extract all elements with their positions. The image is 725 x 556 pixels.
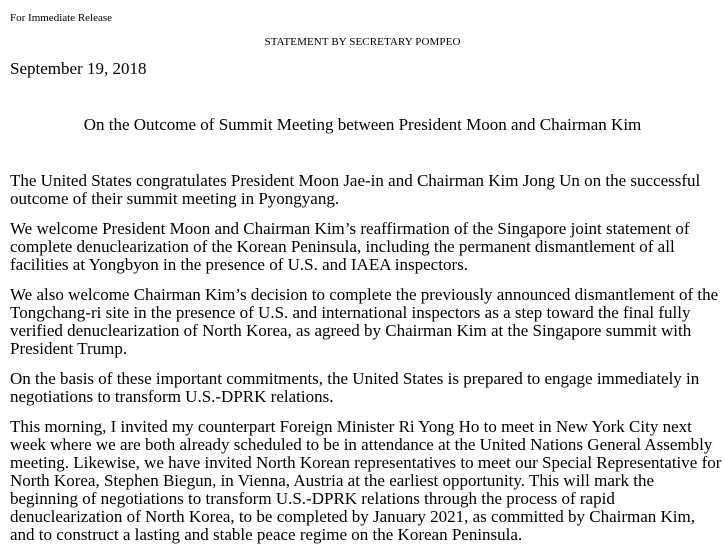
paragraph-tongchang-ri: We also welcome Chairman Kim’s decision to complete the previously announced dismantlement of the Tongchang-ri site in the presence of U.S. and international inspectors as a step toward the final fully verified denuclearization of North Korea, as agreed by Chairman Kim at the Singapore summit with President Trump. xyxy=(10,285,719,358)
paragraph-reaffirmation: We welcome President Moon and Chairman Kim’s reaffirmation of the Singapore joint statement of complete denuclearization of the Korean Peninsula, including the permanent dismantlement of all facilities at Yongbyon in the presence of U.S. and IAEA inspectors. xyxy=(10,219,690,274)
paragraph-invitation: This morning, I invited my counterpart Foreign Minister Ri Yong Ho to meet in New York City next week where we are both already scheduled to be in attendance at the United Nations General Assembly meeting. Likewise, we have invited North Korean representatives to meet our Special Representative for North Korea, Stephen Biegun, in Vienna, Austria at the earliest opportunity. This will mark the beginning of negotiations to transform U.S.-DPRK relations through the process of rapid denuclearization of North Korea, to be completed by January 2021, as committed by Chairman Kim, and to construct a lasting and stable peace regime on the Korean Peninsula. xyxy=(10,417,722,544)
statement-title: On the Outcome of Summit Meeting between President Moon and Chairman Kim xyxy=(83,115,642,134)
statement-date: September 19, 2018 xyxy=(10,59,147,78)
statement-body xyxy=(10,172,722,556)
paragraph-commitments: On the basis of these important commitments, the United States is prepared to engage immediately in negotiations to transform U.S.-DPRK relations. xyxy=(10,369,700,406)
release-note: For Immediate Release xyxy=(10,12,113,24)
statement-label: STATEMENT BY SECRETARY POMPEO xyxy=(264,36,461,48)
paragraph-congratulations: The United States congratulates President Moon Jae-in and Chairman Kim Jong Un on the successful outcome of their summit meeting in Pyongyang. xyxy=(10,171,701,208)
